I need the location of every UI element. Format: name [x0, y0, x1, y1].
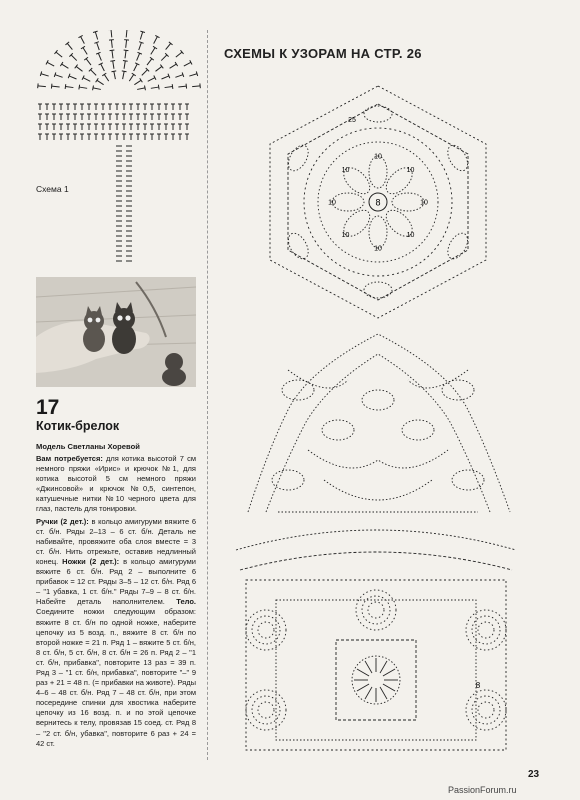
steps-paragraph — [36, 517, 196, 749]
legs-text: в кольцо амигуруми вяжите 6 ст. б/н. Ряд 2 – выполните 6 прибавок = 12 ст. Ряды 3–5 – 12 ст. б/н. Ряд 6 – "1 убавка, 1 ст. б/н." Ряды 7–9 – 8 ст. б/н. Набейте деталь наполнителем. — [36, 556, 196, 607]
motif-center-number: 8 — [375, 197, 381, 208]
motif-petal-number: 10 — [406, 232, 415, 240]
page-number: 23 — [528, 769, 540, 780]
watermark: PassionForum.ru — [448, 785, 517, 795]
column-divider — [207, 30, 208, 760]
square-motif-chart — [226, 520, 526, 760]
instructions-text — [36, 454, 196, 751]
motif-petal-number: 10 — [374, 153, 382, 161]
legs-label: Ножки (2 дет.): — [62, 556, 120, 566]
motif-petal-number: 10 — [341, 232, 350, 240]
lace-pattern-chart — [228, 330, 528, 520]
materials-paragraph — [36, 454, 196, 515]
section-title: Котик-брелок — [36, 419, 120, 433]
body-label: Тело. — [176, 597, 196, 607]
motif-petal-number: 10 — [420, 199, 428, 207]
motif-petal-number: 10 — [328, 199, 336, 207]
section-number: 17 — [36, 396, 60, 419]
motif-petal-number: 10 — [406, 166, 415, 174]
materials-text: для котика высотой 7 см немного пряжи «Ирис» и крючок №1, для котика высотой 5 см немного пряжи «Джинсовой» и крючок №0,5, синтепон, катушечные нитки №10 черного цвета для глаз, пастель для тонировки. — [36, 454, 196, 514]
arms-label: Ручки (2 дет.): — [36, 516, 89, 526]
model-author: Модель Светланы Хоревой — [36, 442, 140, 451]
cat-keychain-photo — [36, 277, 196, 387]
motif-petal-number: 10 — [341, 166, 350, 174]
materials-label: Вам потребуется: — [36, 454, 103, 463]
scheme-1-chart — [34, 30, 204, 270]
scheme-1-label: Схема 1 — [36, 184, 69, 194]
hexagon-motif-chart — [248, 82, 508, 322]
arms-text: в кольцо амигуруми вяжите 6 ст. б/н. Ряды 2–13 – 6 ст. б/н. Деталь не набивайте, провяжите оба слоя вместе = 3 ст. б/н. Нить отрежьте, оставив недлинный конец. — [36, 516, 196, 566]
page-heading: СХЕМЫ К УЗОРАМ НА СТР. 26 — [224, 46, 422, 61]
body-text: Соедините ножки следующим образом: вяжите 8 ст. б/н по одной ножке, наберите цепочку из 5 возд. п., вяжите 8 ст. б/н по второй ножке = 21 п. Ряд 1 – вяжите 5 ст. б/н, 8 ст. б/н, 5 ст. б/н, 8 ст. б/н = 26 п. Ряд 2 – "1 ст. б/н, прибавка", повторите 13 раз = 39 п. Ряд 3 – "1 ст. б/н, прибавка", повторите "–" 9 раз + 21 = 48 п. (= прибавки на животе). Ряды 4–6 – 48 ст. б/н. Ряд 7 – 48 ст. б/н, при этом посередине спинки для хвостика наберите цепочку из 16 возд. п. и по этой цепочке вернитесь к телу, провязав 15 соед. ст. Ряд 8 – "2 ст. б/н, убавка", повторите 6 раз + 24 = 42 ст. — [36, 607, 196, 748]
motif-petal-number: 10 — [374, 245, 382, 253]
motif-top-number: 25 — [348, 117, 356, 124]
lower-chart-number: 8 — [475, 681, 481, 690]
